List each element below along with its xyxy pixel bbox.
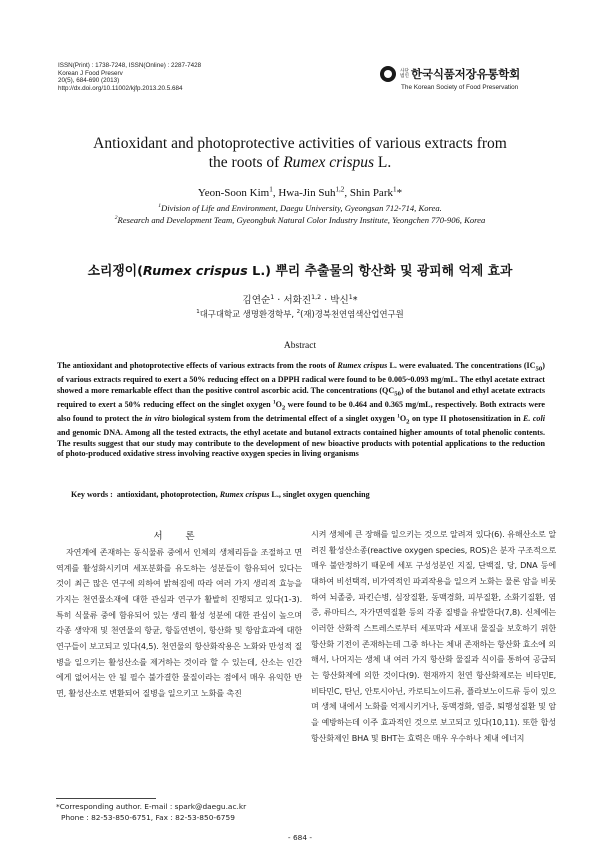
author-name: Shin Park — [349, 187, 393, 199]
issn-line: ISSN(Print) : 1738-7248, ISSN(Online) : 2287-7428 — [58, 62, 202, 69]
abstract-text: L. were evaluated. The concentrations (IC — [387, 361, 536, 370]
superscript: 1 — [397, 413, 400, 420]
society-english-name: The Korean Society of Food Preservation — [401, 84, 519, 91]
society-small-tag: 사단 법인 — [400, 69, 409, 79]
affiliation-mark: 1 — [158, 203, 161, 210]
species-name: Rumex crispus — [219, 490, 270, 499]
authors-ko — [0, 292, 600, 306]
page-number: - 684 - — [287, 833, 313, 842]
title-en-text: L. — [374, 154, 392, 171]
subscript: 50 — [394, 390, 401, 398]
title-en-line2 — [40, 153, 560, 172]
italic-term: in vitro — [144, 414, 170, 424]
affiliation-mark: 1,2 — [335, 185, 345, 194]
species-name: Rumex crispus — [142, 264, 248, 279]
subscript: 50 — [535, 365, 543, 373]
contact-phone-fax: Phone : 82-53-850-6751, Fax : 82-53-850-6759 — [61, 812, 235, 822]
keywords — [71, 490, 370, 499]
footnote-divider — [56, 798, 156, 799]
title-ko-text: 소리쟁이( — [87, 264, 143, 279]
affiliation-mark: 1,2 — [311, 293, 322, 301]
society-logo — [380, 66, 520, 82]
authors-en — [0, 187, 600, 199]
keywords-label: Key words : — [71, 490, 113, 499]
affiliations-ko — [0, 308, 600, 320]
abstract-heading: Abstract — [283, 341, 317, 351]
society-korean-name: 한국식품저장유통학회 — [411, 67, 521, 81]
author-name: 김연순 — [242, 295, 271, 306]
author-name: Yeon-Soon Kim — [197, 187, 270, 199]
journal-name: Korean J Food Preserv — [58, 69, 123, 77]
affiliation-text: 대구대학교 생명환경학부 — [199, 309, 292, 319]
separator: , — [272, 187, 279, 199]
affiliation-text: Research and Development Team, Gyeongbuk Natural Color Industry Institute, Yeongchen 770-906, Korea — [117, 215, 486, 225]
intro-right-column: 시켜 생체에 큰 장해를 일으키는 것으로 알려져 있다(6). 유해산소로 알려진 활성산소종(reactive oxygen species, ROS)은 분자 구조적으로 매우 불안정하기 때문에 세포 구성성분인 지질, 단백질, 당, DNA 등에 대하여 비선택적, 비가역적인 파괴작용을 일으켜 노화는 물론 암을 비롯하여 뇌졸중, 파킨슨병, 심장질환, 동맥경화, 피부질환, 소화기질환, 염증, 류마티스, 자가면역질환 등의 각종 질병을 유발한다(7,8). 신체에는 이러한 산화적 스트레스로부터 세포막과 세포내 물질을 보호하기 위한 항산화 기전이 존재하는데 그중 하나는 체내 존재하는 항산화 효소에 의해서, 나머지는 생체 내 여러 가지 항산화 물질과 식이를 통하여 공급되는 항산화제에 의한 것이다(9). 현재까지 천연 항산화제로는 비타민E, 비타민C, 탄닌, 안토시아닌, 카로티노이드류, 플라보노이드류 등이 있으며 생체 내에서 노화를 억제시키거나, 동맥경화, 염증, 퇴행성질환 및 암을 예방하는데 이주 효과적인 것으로 보고되고 있다(10,11). 또한 합성 항산화제인 BHA 및 BHT는 효력은 매우 우수하나 체내 에너지 — [311, 529, 556, 743]
paper-title-en — [40, 134, 560, 172]
volume-pages: 20(5), 684-690 (2013) — [58, 77, 120, 85]
affiliation-mark: 2 — [114, 215, 118, 222]
author-name: 서화진 — [283, 295, 312, 306]
corresponding-mark: * — [352, 295, 358, 306]
title-en-line1: Antioxidant and photoprotective activities of various extracts from — [93, 135, 507, 152]
affiliation-text: Division of Life and Environment, Daegu University, Gyeongsan 712-714, Korea. — [161, 203, 442, 213]
affiliation-mark: 2 — [296, 309, 301, 316]
abstract-text: on type II photosensitization in — [409, 414, 523, 424]
keywords-text: L., singlet oxygen quenching — [269, 490, 370, 499]
affiliation-mark: 1 — [270, 293, 275, 301]
intro-left-column: 자연계에 존재하는 동식물류 중에서 인체의 생체리듬을 조절하고 면역계를 활성화시키며 세포분화를 유도하는 성분들이 함유되어 있다는 것이 최근 많은 연구에 의하여 밝혀짐에 따라 여러 가지 생리적 효능을 가지는 천연물소재에 대한 관심과 연구가 활발히 진행되고 있다(1-3). 특히 식물류 중에 함유되어 있는 생리 활성 성분에 대한 관심이 높으며 각종 생약재 및 천연물의 항균, 항돌연변이, 항산화 및 항암효과에 대한 연구들이 보고되고 있다(4,5). 천연물의 항산화작용은 노화와 만성적 질병을 일으키는 활성산소를 제거하는 것이라 할 수 있는데, 산소는 인간에게 없어서는 안 될 필수 불가결한 물질이라는 점에서 매우 유익한 반면, 활성산소로 변환되어 질병을 일으키고 노화를 촉진 — [56, 547, 302, 698]
abstract-text: biological system from the detrimental effect of a singlet oxygen — [169, 414, 398, 424]
separator: · — [321, 295, 331, 306]
doi-link[interactable]: http://dx.doi.org/10.11002/kjfp.2013.20.5.684 — [58, 84, 183, 92]
author-name: 박신 — [330, 295, 349, 306]
abstract-text: O — [399, 414, 407, 424]
separator: , — [344, 187, 350, 199]
abstract-text: ) of the butanol and ethyl acetate extracts required to exert a 50% reducing effect on the singlet oxygen — [57, 385, 545, 409]
title-en-text: the roots of — [208, 154, 284, 171]
affiliation-en-2 — [0, 215, 600, 225]
separator: · — [274, 295, 284, 306]
abstract-body — [57, 361, 545, 460]
corresponding-mark: * — [396, 187, 403, 199]
abstract-text: ) of various extracts required to exert a 50% reducing effect on a DPPH radical were found to be 0.005~0.093 mg/mL. The ethyl acetate extract showed a more remarkable effect than the positive control ascorbic acid. The concentrations (QC — [57, 361, 545, 395]
title-ko-text: L.) 뿌리 추출물의 항산화 및 광피해 억제 효과 — [247, 264, 513, 279]
keywords-text: antioxidant, photoprotection, — [116, 490, 220, 499]
species-name: Rumex crispus — [337, 361, 388, 370]
abstract-text: O — [275, 399, 282, 409]
corresponding-author: *Corresponding author. E-mail : spark@daegu.ac.kr — [56, 802, 247, 811]
species-name: E. coli — [523, 414, 545, 424]
section-heading-intro: 서 론 — [153, 531, 205, 542]
subscript: 2 — [281, 404, 286, 412]
affiliation-mark: 1 — [196, 309, 200, 316]
society-emblem-icon — [380, 66, 396, 82]
affiliation-mark: 1 — [269, 185, 273, 194]
abstract-text: and genomic DNA. Among all the tested extracts, the ethyl acetate and butanol extracts contained higher amounts of total phenolic contents. The results suggest that our study may contribute to the development of new bioactive products with potential applications to the reduction of photo-produced oxidative stress involving reactive oxygen species in living organisms — [57, 428, 545, 459]
affiliation-mark: 1 — [392, 185, 397, 194]
affiliation-en-1 — [0, 203, 600, 213]
affiliation-text: (재)경북천연염색산업연구원 — [300, 309, 404, 319]
subscript: 2 — [406, 418, 410, 426]
superscript: 1 — [272, 399, 276, 406]
abstract-text: The antioxidant and photoprotective effects of various extracts from the roots of — [57, 361, 338, 370]
separator: , — [291, 309, 297, 319]
author-name: Hwa-Jin Suh — [278, 187, 336, 199]
footnote — [56, 802, 246, 823]
species-name: Rumex crispus — [283, 154, 375, 171]
affiliation-mark: 1 — [348, 293, 353, 301]
paper-title-ko — [0, 260, 600, 279]
journal-meta — [58, 62, 201, 92]
abstract-text: were found to be 0.464 and 0.365 mg/mL, respectively. Both extracts were also found to protect the — [57, 399, 546, 424]
